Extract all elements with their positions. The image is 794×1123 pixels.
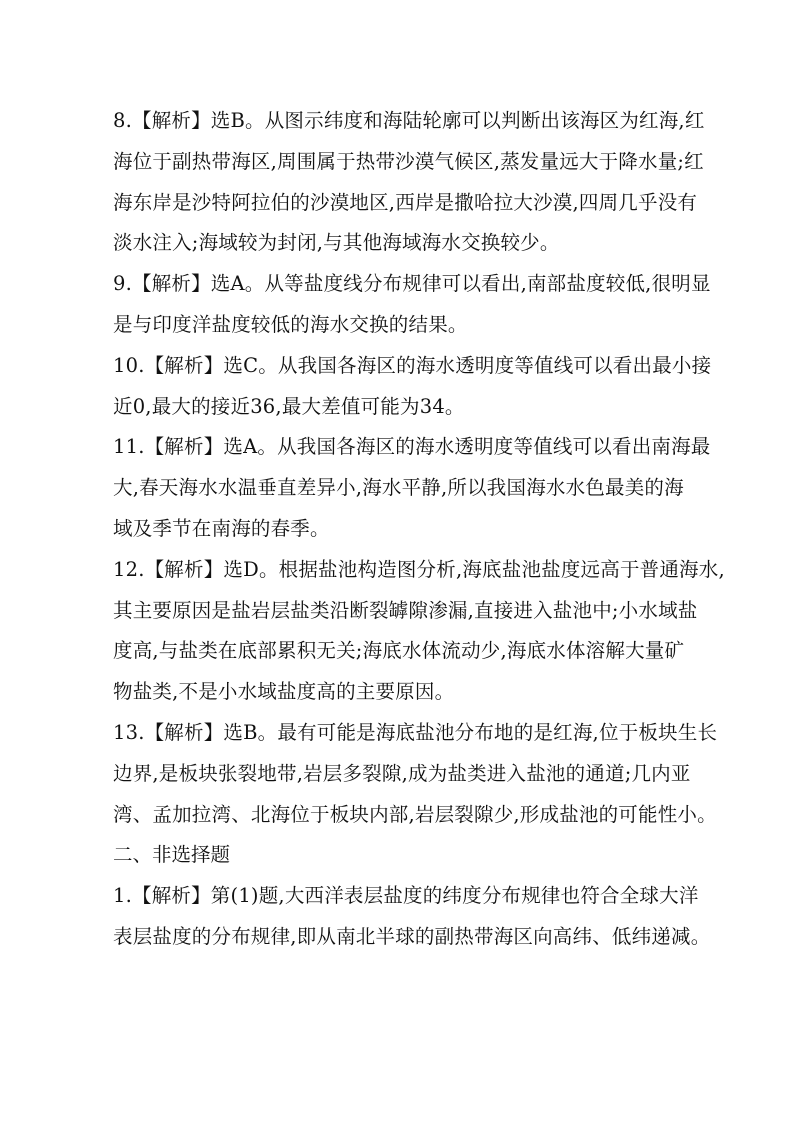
text-line: 边界,是板块张裂地带,岩层多裂隙,成为盐类进入盐池的通道;几内亚 <box>113 761 691 785</box>
text-line: 11.【解析】选A。从我国各海区的海水透明度等值线可以看出南海最 <box>113 435 711 459</box>
answer-item-nonchoice-1 <box>113 876 711 958</box>
document-page <box>113 101 725 958</box>
answer-item-9 <box>113 264 711 346</box>
text-line: 物盐类,不是小水域盐度高的主要原因。 <box>113 680 455 704</box>
section-title: 二、非选择题 <box>113 843 231 867</box>
text-line: 13.【解析】选B。最有可能是海底盐池分布地的是红海,位于板块生长 <box>113 720 718 744</box>
text-line: 度高,与盐类在底部累积无关;海底水体流动少,海底水体溶解大量矿 <box>113 639 685 663</box>
answer-item-8 <box>113 101 705 264</box>
text-line: 是与印度洋盐度较低的海水交换的结果。 <box>113 312 468 336</box>
text-line: 其主要原因是盐岩层盐类沿断裂罅隙渗漏,直接进入盐池中;小水域盐 <box>113 598 698 622</box>
answer-item-12 <box>113 550 725 713</box>
text-line: 海东岸是沙特阿拉伯的沙漠地区,西岸是撒哈拉大沙漠,四周几乎没有 <box>113 190 698 214</box>
text-line: 淡水注入;海域较为封闭,与其他海域海水交换较少。 <box>113 231 560 255</box>
text-line: 表层盐度的分布规律,即从南北半球的副热带海区向高纬、低纬递减。 <box>113 924 711 948</box>
text-line: 8.【解析】选B。从图示纬度和海陆轮廓可以判断出该海区为红海,红 <box>113 109 705 132</box>
text-line: 域及季节在南海的春季。 <box>113 516 330 540</box>
text-line: 大,春天海水水温垂直差异小,海水平静,所以我国海水水色最美的海 <box>113 476 684 500</box>
answer-item-10 <box>113 346 712 428</box>
text-line: 9.【解析】选A。从等盐度线分布规律可以看出,南部盐度较低,很明显 <box>113 272 711 296</box>
text-line: 海位于副热带海区,周围属于热带沙漠气候区,蒸发量远大于降水量;红 <box>113 149 704 173</box>
text-line: 1.【解析】第(1)题,大西洋表层盐度的纬度分布规律也符合全球大洋 <box>113 884 699 908</box>
text-line: 10.【解析】选C。从我国各海区的海水透明度等值线可以看出最小接 <box>113 353 712 377</box>
text-line: 湾、孟加拉湾、北海位于板块内部,岩层裂隙少,形成盐池的可能性小。 <box>113 802 717 826</box>
answer-item-13 <box>113 713 718 835</box>
answer-item-11 <box>113 427 711 549</box>
text-line: 近0,最大的接近36,最大差值可能为34。 <box>113 394 465 418</box>
text-line: 12.【解析】选D。根据盐池构造图分析,海底盐池盐度远高于普通海水, <box>113 557 725 581</box>
